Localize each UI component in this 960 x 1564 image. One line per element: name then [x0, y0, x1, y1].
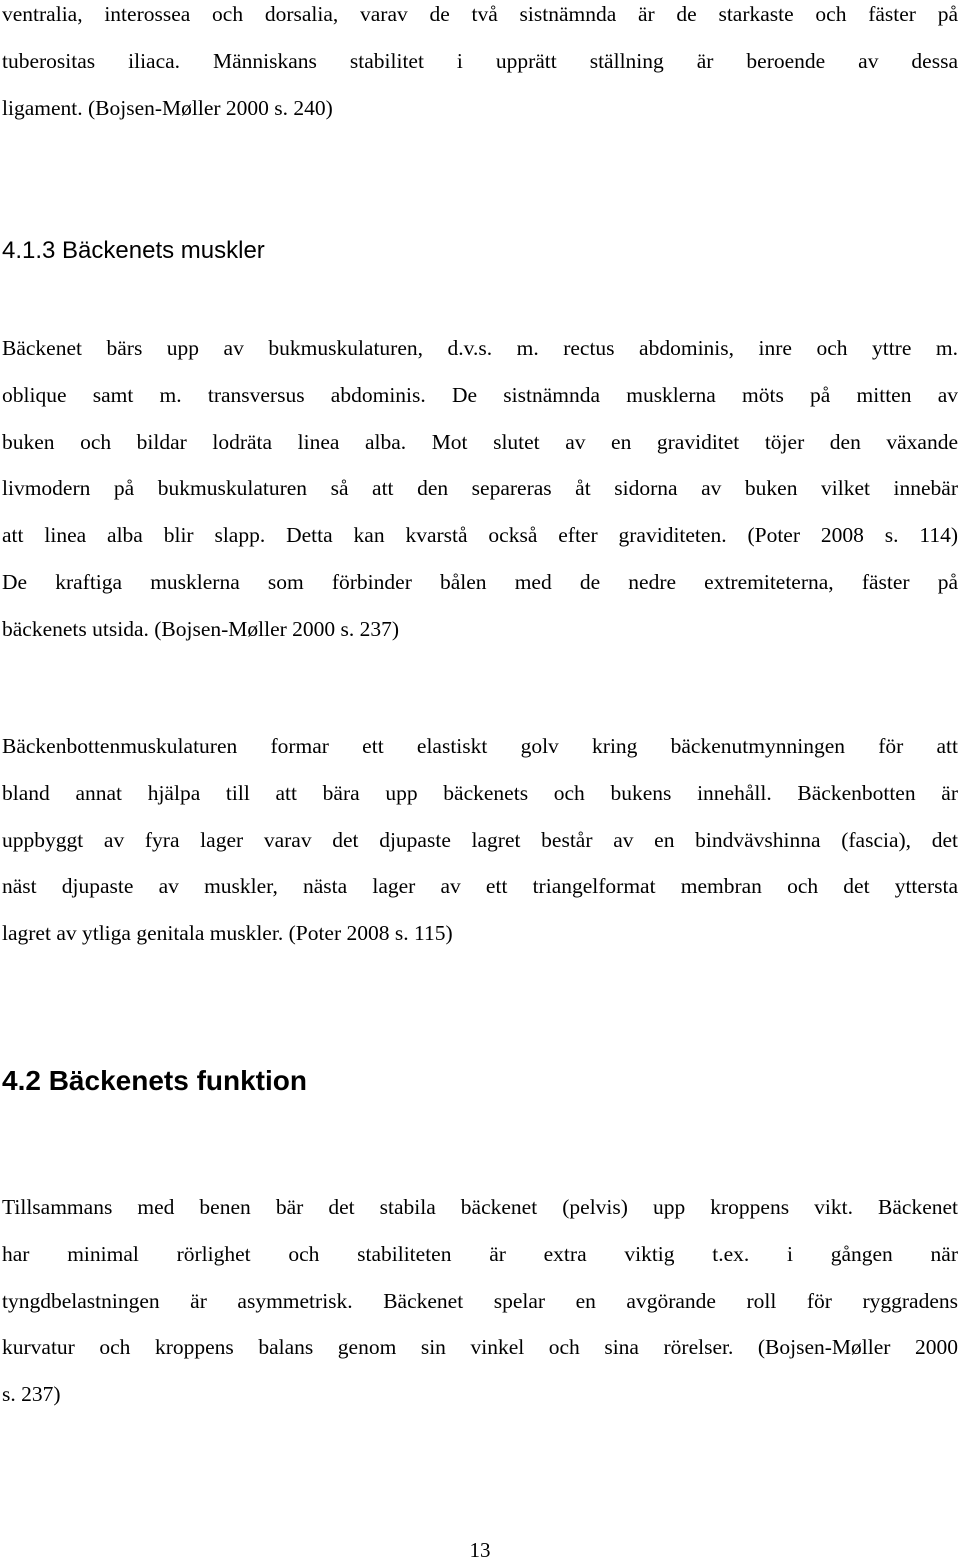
page-number: 13 — [469, 1538, 491, 1562]
text-line: bäckenets utsida. (Bojsen-Møller 2000 s. 237) — [2, 616, 400, 641]
text-line: s. 237) — [2, 1382, 61, 1407]
text-line: näst djupaste av muskler, nästa lager av ett triangelformat membran och det yttersta — [2, 874, 958, 899]
text-line: kurvatur och kroppens balans genom sin vinkel och sina rörelser. (Bojsen-Møller 2000 — [2, 1335, 958, 1360]
text-line: Bäckenbottenmuskulaturen formar ett elastiskt golv kring bäckenutmynningen för att — [2, 734, 958, 758]
text-line: ligament. (Bojsen-Møller 2000 s. 240) — [2, 95, 333, 120]
text-line: uppbyggt av fyra lager varav det djupaste lagret består av en bindvävshinna (fascia), det — [2, 827, 958, 852]
text-line: att linea alba blir slapp. Detta kan kvarstå också efter graviditeten. (Poter 2008 s. 114) — [2, 523, 958, 548]
text-line: livmodern på bukmuskulaturen så att den separeras åt sidorna av buken vilket innebär — [2, 476, 958, 501]
text-line: tuberositas iliaca. Människans stabilitet i upprätt ställning är beroende av dessa — [2, 48, 958, 73]
text-line: har minimal rörlighet och stabiliteten är extra viktig t.ex. i gången när — [2, 1241, 958, 1266]
paragraph-ligaments — [2, 0, 958, 131]
paragraph-abdominal-muscles — [2, 325, 958, 653]
text-line: bland annat hjälpa till att bära upp bäckenets och bukens innehåll. Bäckenbotten är — [2, 780, 958, 805]
text-line: oblique samt m. transversus abdominis. De sistnämnda musklerna möts på mitten av — [2, 382, 958, 407]
text-line: ventralia, interossea och dorsalia, varav de två sistnämnda är de starkaste och fäster på — [2, 2, 958, 26]
text-line: De kraftiga musklerna som förbinder bålen med de nedre extremiteterna, fäster på — [2, 569, 958, 594]
paragraph-pelvic-function — [2, 1184, 958, 1418]
text-line: Tillsammans med benen bär det stabila bäckenet (pelvis) upp kroppens vikt. Bäckenet — [2, 1195, 958, 1219]
paragraph-pelvic-floor — [2, 723, 958, 957]
section-heading-pelvic-muscles: 4.1.3 Bäckenets muskler — [2, 237, 265, 264]
section-heading-pelvic-function: 4.2 Bäckenets funktion — [2, 1065, 307, 1096]
text-line: lagret av ytliga genitala muskler. (Poter 2008 s. 115) — [2, 921, 453, 946]
text-line: buken och bildar lodräta linea alba. Mot slutet av en graviditet töjer den växande — [2, 429, 958, 454]
text-line: Bäckenet bärs upp av bukmuskulaturen, d.v.s. m. rectus abdominis, inre och yttre m. — [2, 336, 958, 360]
text-line: tyngdbelastningen är asymmetrisk. Bäckenet spelar en avgörande roll för ryggradens — [2, 1288, 958, 1313]
